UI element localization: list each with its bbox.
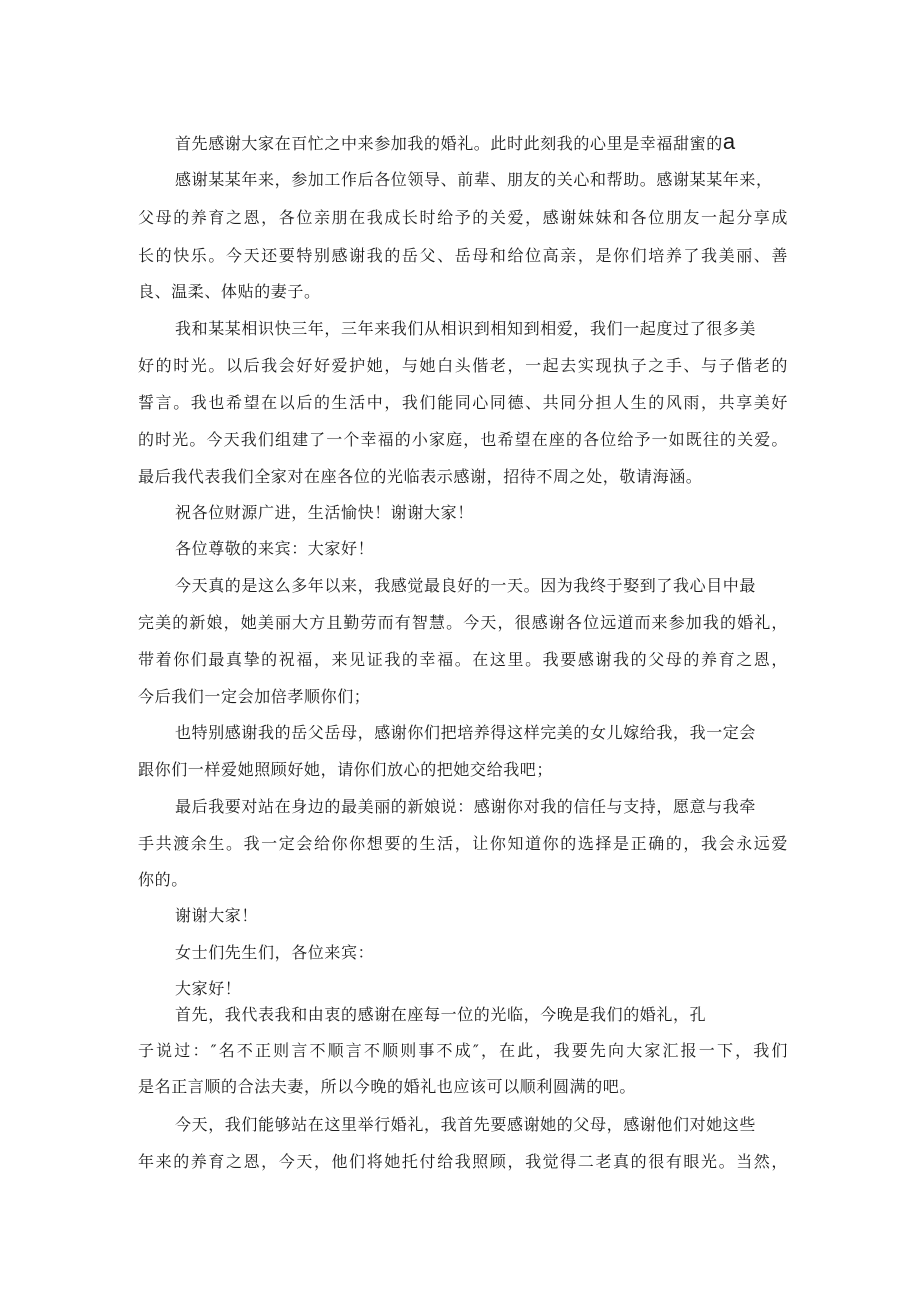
text-line: 是名正言顺的合法夫妻，所以今晚的婚礼也应该可以顺利圆满的吧。 <box>138 1077 637 1096</box>
text-line: 今后我们一定会加倍孝顺你们； <box>138 687 371 706</box>
text-line: 最后我代表我们全家对在座各位的光临表示感谢，招待不周之处，敬请海涵。 <box>138 467 703 486</box>
text-line: 父母的养育之恩，各位亲朋在我成长时给予的关爱，感谢妹妹和各位朋友一起分享成 <box>138 208 788 227</box>
text-line: 完美的新娘，她美丽大方且勤劳而有智慧。今天，很感谢各位远道而来参加我的婚礼， <box>138 613 788 632</box>
text-line: 跟你们一样爱她照顾好她，请你们放心的把她交给我吧； <box>138 760 554 779</box>
text-line: 你的。 <box>138 870 188 889</box>
text-line: 祝各位财源广进，生活愉快！谢谢大家！ <box>175 503 474 522</box>
text-line: 长的快乐。今天还要特别感谢我的岳父、岳母和给位高亲，是你们培养了我美丽、善 <box>138 246 788 265</box>
text-line: 首先，我代表我和由衷的感谢在座每一位的光临，今晚是我们的婚礼，孔 <box>175 1005 707 1024</box>
text-line: 手共渡余生。我一定会给你你想要的生活，让你知道你的选择是正确的，我会永远爱 <box>138 834 788 853</box>
text-line: 子说过：″名不正则言不顺言不顺则事不成″，在此，我要先向大家汇报一下，我们 <box>138 1041 788 1060</box>
text-line: 誓言。我也希望在以后的生活中，我们能同心同德、共同分担人生的风雨，共享美好 <box>138 393 788 412</box>
text-line: 感谢某某年来，参加工作后各位领导、前辈、朋友的关心和帮助。感谢某某年来， <box>175 170 773 189</box>
text-line: 好的时光。以后我会好好爱护她，与她白头偕老，一起去实现执子之手、与子偕老的 <box>138 356 788 375</box>
text-line: 谢谢大家！ <box>175 906 259 925</box>
text-line: 各位尊敬的来宾：大家好！ <box>175 539 375 558</box>
text-line: 带着你们最真挚的祝福，来见证我的幸福。在这里。我要感谢我的父母的养育之恩， <box>138 650 788 669</box>
text-line: 今天，我们能够站在这里举行婚礼，我首先要感谢她的父母，感谢他们对她这些 <box>175 1115 757 1134</box>
text-line: 我和某某相识快三年，三年来我们从相识到相知到相爱，我们一起度过了很多美 <box>175 319 757 338</box>
text-line-content: 首先感谢大家在百忙之中来参加我的婚礼。此时此刻我的心里是幸福甜蜜的 <box>175 134 723 153</box>
text-line: 良、温柔、体贴的妻子。 <box>138 282 321 301</box>
trailing-glyph: a <box>722 129 736 154</box>
text-line: 年来的养育之恩，今天，他们将她托付给我照顾，我觉得二老真的很有眼光。当然， <box>138 1152 788 1171</box>
text-line: 女士们先生们，各位来宾： <box>175 943 375 962</box>
text-line: 大家好！ <box>175 979 242 998</box>
text-line: 的时光。今天我们组建了一个幸福的小家庭，也希望在座的各位给予一如既往的关爱。 <box>138 430 788 449</box>
text-line <box>175 131 825 155</box>
text-line: 最后我要对站在身边的最美丽的新娘说：感谢你对我的信任与支持，愿意与我牵 <box>175 797 757 816</box>
text-line: 今天真的是这么多年以来，我感觉最良好的一天。因为我终于娶到了我心目中最 <box>175 576 757 595</box>
text-line: 也特别感谢我的岳父岳母，感谢你们把培养得这样完美的女儿嫁给我，我一定会 <box>175 723 757 742</box>
